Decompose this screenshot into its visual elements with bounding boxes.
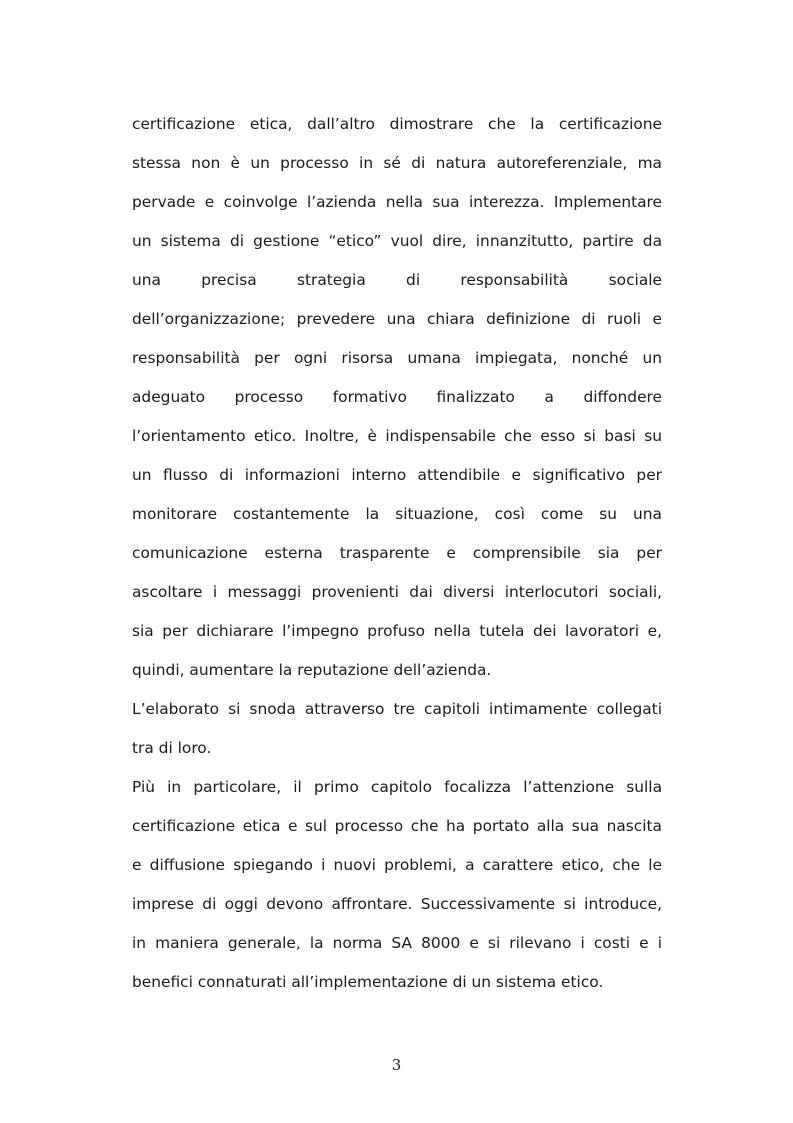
- text-line: L’elaborato si snoda attraverso tre capitoli intimamente collegati: [132, 700, 662, 718]
- text-line: ascoltare i messaggi provenienti dai diversi interlocutori sociali,: [132, 583, 662, 601]
- text-line: imprese di oggi devono affrontare. Successivamente si introduce,: [132, 895, 662, 913]
- text-line: un sistema di gestione “etico” vuol dire, innanzitutto, partire da: [132, 232, 662, 250]
- text-line: monitorare costantemente la situazione, così come su una: [132, 505, 662, 523]
- text-line: un flusso di informazioni interno attendibile e significativo per: [132, 466, 662, 484]
- text-line: pervade e coinvolge l’azienda nella sua interezza. Implementare: [132, 193, 662, 211]
- text-line: e diffusione spiegando i nuovi problemi, a carattere etico, che le: [132, 856, 662, 874]
- text-line: sia per dichiarare l’impegno profuso nella tutela dei lavoratori e,: [132, 622, 662, 640]
- text-line: comunicazione esterna trasparente e comprensibile sia per: [132, 544, 662, 562]
- text-line: quindi, aumentare la reputazione dell’azienda.: [132, 661, 492, 679]
- page-number: 3: [391, 1056, 402, 1074]
- text-line: benefici connaturati all’implementazione di un sistema etico.: [132, 973, 604, 991]
- text-line: responsabilità per ogni risorsa umana impiegata, nonché un: [132, 349, 662, 367]
- text-line: dell’organizzazione; prevedere una chiara definizione di ruoli e: [132, 310, 662, 328]
- text-line: certificazione etica, dall’altro dimostrare che la certificazione: [132, 115, 662, 133]
- text-line: stessa non è un processo in sé di natura autoreferenziale, ma: [132, 154, 662, 172]
- text-line: in maniera generale, la norma SA 8000 e si rilevano i costi e i: [132, 934, 662, 952]
- text-line: l’orientamento etico. Inoltre, è indispensabile che esso si basi su: [132, 427, 662, 445]
- text-line: una precisa strategia di responsabilità sociale: [132, 271, 662, 289]
- text-line: tra di loro.: [132, 739, 212, 757]
- text-line: adeguato processo formativo finalizzato a diffondere: [132, 388, 662, 406]
- text-line: certificazione etica e sul processo che ha portato alla sua nascita: [132, 817, 662, 835]
- text-line: Più in particolare, il primo capitolo focalizza l’attenzione sulla: [132, 778, 662, 796]
- body-text: [132, 105, 662, 1002]
